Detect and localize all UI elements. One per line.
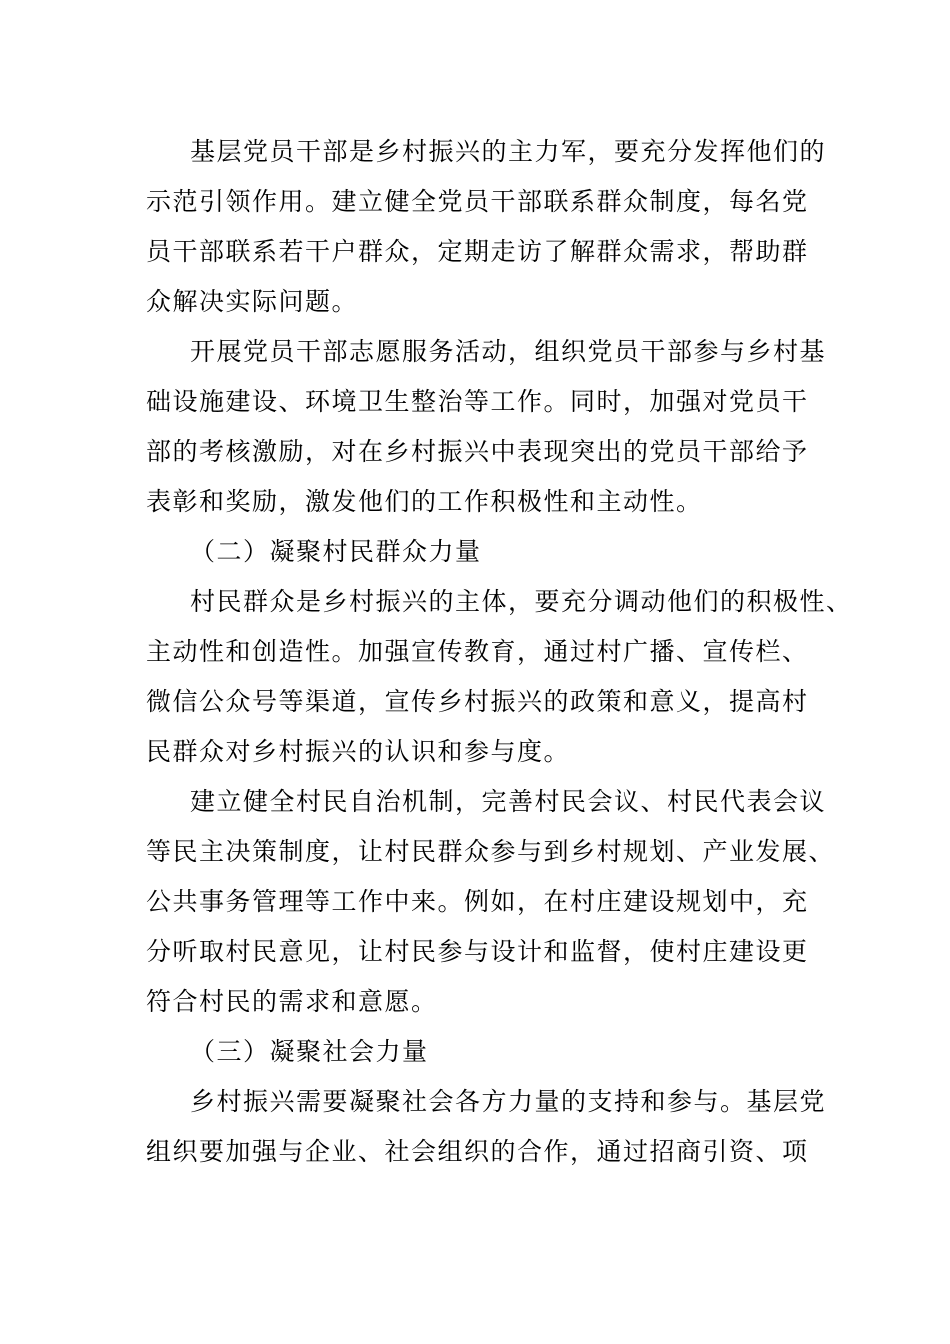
- paragraph-line: 村民群众是乡村振兴的主体，要充分调动他们的积极性、: [190, 587, 853, 616]
- paragraph-line: 础设施建设、环境卫生整治等工作。同时，加强对党员干: [146, 387, 809, 416]
- section-heading: （二）凝聚村民群众力量: [190, 537, 482, 566]
- paragraph-line: 表彰和奖励，激发他们的工作积极性和主动性。: [146, 487, 703, 516]
- paragraph-line: 等民主决策制度，让村民群众参与到乡村规划、产业发展、: [146, 837, 836, 866]
- paragraph-line: 公共事务管理等工作中来。例如，在村庄建设规划中，充: [146, 887, 809, 916]
- paragraph-line: 示范引领作用。建立健全党员干部联系群众制度，每名党: [146, 187, 809, 216]
- paragraph-line: 组织要加强与企业、社会组织的合作，通过招商引资、项: [146, 1137, 809, 1166]
- paragraph-line: 微信公众号等渠道，宣传乡村振兴的政策和意义，提高村: [146, 687, 809, 716]
- paragraph-line: 乡村振兴需要凝聚社会各方力量的支持和参与。基层党: [190, 1087, 827, 1116]
- paragraph-line: 员干部联系若干户群众，定期走访了解群众需求，帮助群: [146, 237, 809, 266]
- paragraph-line: 分听取村民意见，让村民参与设计和监督，使村庄建设更: [146, 937, 809, 966]
- section-heading: （三）凝聚社会力量: [190, 1037, 429, 1066]
- paragraph-line: 建立健全村民自治机制，完善村民会议、村民代表会议: [190, 787, 827, 816]
- paragraph-line: 众解决实际问题。: [146, 287, 359, 316]
- paragraph-line: 符合村民的需求和意愿。: [146, 987, 438, 1016]
- paragraph-line: 民群众对乡村振兴的认识和参与度。: [146, 737, 571, 766]
- paragraph-line: 主动性和创造性。加强宣传教育，通过村广播、宣传栏、: [146, 637, 809, 666]
- paragraph-line: 基层党员干部是乡村振兴的主力军，要充分发挥他们的: [190, 137, 827, 166]
- paragraph-line: 开展党员干部志愿服务活动，组织党员干部参与乡村基: [190, 337, 827, 366]
- paragraph-line: 部的考核激励，对在乡村振兴中表现突出的党员干部给予: [146, 437, 809, 466]
